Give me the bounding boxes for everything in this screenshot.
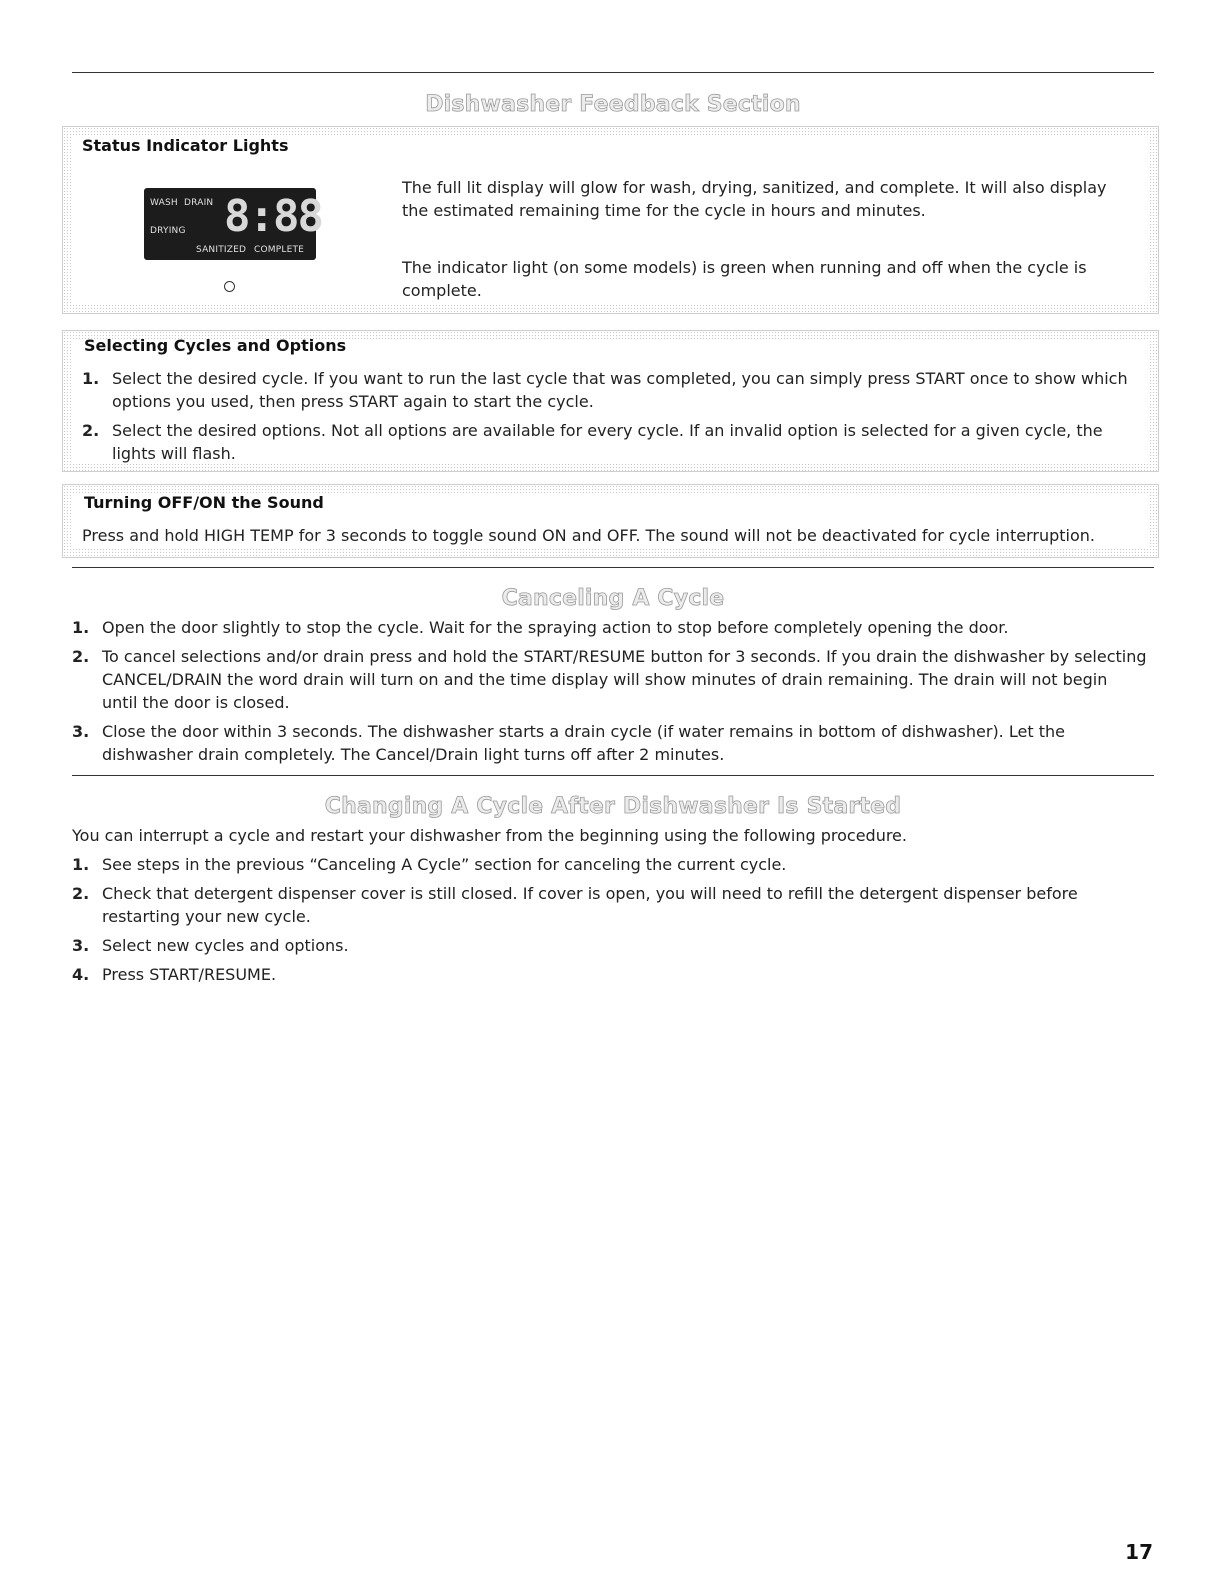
display-label-drying: DRYING — [150, 226, 186, 236]
divider — [72, 567, 1154, 568]
display-label-sanitized: SANITIZED — [196, 245, 247, 255]
display-digits: 8:88 — [224, 191, 322, 242]
status-indicator-heading: Status Indicator Lights — [82, 136, 289, 155]
changing-intro: You can interrupt a cycle and restart your dishwasher from the beginning using the following procedure. — [72, 826, 907, 845]
status-paragraph-display: The full lit display will glow for wash, drying, sanitized, and complete. It will also display the estimated remaining time for the cycle in hours and minutes. — [402, 178, 1107, 220]
list-item: 1. See steps in the previous “Canceling A Cycle” section for canceling the current cycle. — [72, 855, 787, 874]
selecting-cycles-steps — [82, 367, 1147, 471]
display-label-drain: DRAIN — [184, 198, 214, 208]
status-display-panel — [144, 188, 322, 260]
sound-toggle-heading: Turning OFF/ON the Sound — [84, 493, 324, 512]
changing-steps — [72, 853, 1147, 992]
feedback-section-title: Dishwasher Feedback Section — [425, 92, 801, 117]
canceling-section-title: Canceling A Cycle — [501, 586, 725, 611]
divider — [72, 775, 1154, 776]
list-item: 2. Check that detergent dispenser cover is still closed. If cover is open, you will need to refill the detergent dispenser before restarting your new cycle. — [72, 884, 1078, 926]
sound-toggle-text: Press and hold HIGH TEMP for 3 seconds to toggle sound ON and OFF. The sound will not be deactivated for cycle interruption. — [82, 526, 1095, 545]
list-item: 3. Close the door within 3 seconds. The dishwasher starts a drain cycle (if water remains in bottom of dishwasher). Let the dishwasher drain completely. The Cancel/Drain light turns off after 2 minutes. — [72, 722, 1065, 764]
selecting-cycles-heading: Selecting Cycles and Options — [84, 336, 347, 355]
indicator-light-icon — [224, 281, 235, 292]
list-item: 2. Select the desired options. Not all options are available for every cycle. If an invalid option is selected for a given cycle, the lights will flash. — [82, 421, 1103, 463]
display-label-wash: WASH — [150, 198, 178, 208]
status-paragraph-indicator: The indicator light (on some models) is green when running and off when the cycle is complete. — [402, 258, 1087, 300]
top-divider — [72, 72, 1154, 73]
changing-section-title: Changing A Cycle After Dishwasher Is Started — [324, 794, 902, 819]
list-item: 1. Open the door slightly to stop the cycle. Wait for the spraying action to stop before completely opening the door. — [72, 618, 1009, 637]
list-item: 2. To cancel selections and/or drain press and hold the START/RESUME button for 3 seconds. If you drain the dishwasher by selecting CANCEL/DRAIN the word drain will turn on and the time display will show minutes of drain remaining. The drain will not begin until the door is closed. — [72, 647, 1147, 712]
display-label-complete: COMPLETE — [254, 245, 305, 255]
page-number: 17 — [1125, 1540, 1153, 1564]
list-item: 1. Select the desired cycle. If you want to run the last cycle that was completed, you can simply press START once to show which options you used, then press START again to start the cycle. — [82, 369, 1128, 411]
list-item: 4. Press START/RESUME. — [72, 965, 277, 984]
canceling-steps — [72, 616, 1147, 772]
list-item: 3. Select new cycles and options. — [72, 936, 349, 955]
